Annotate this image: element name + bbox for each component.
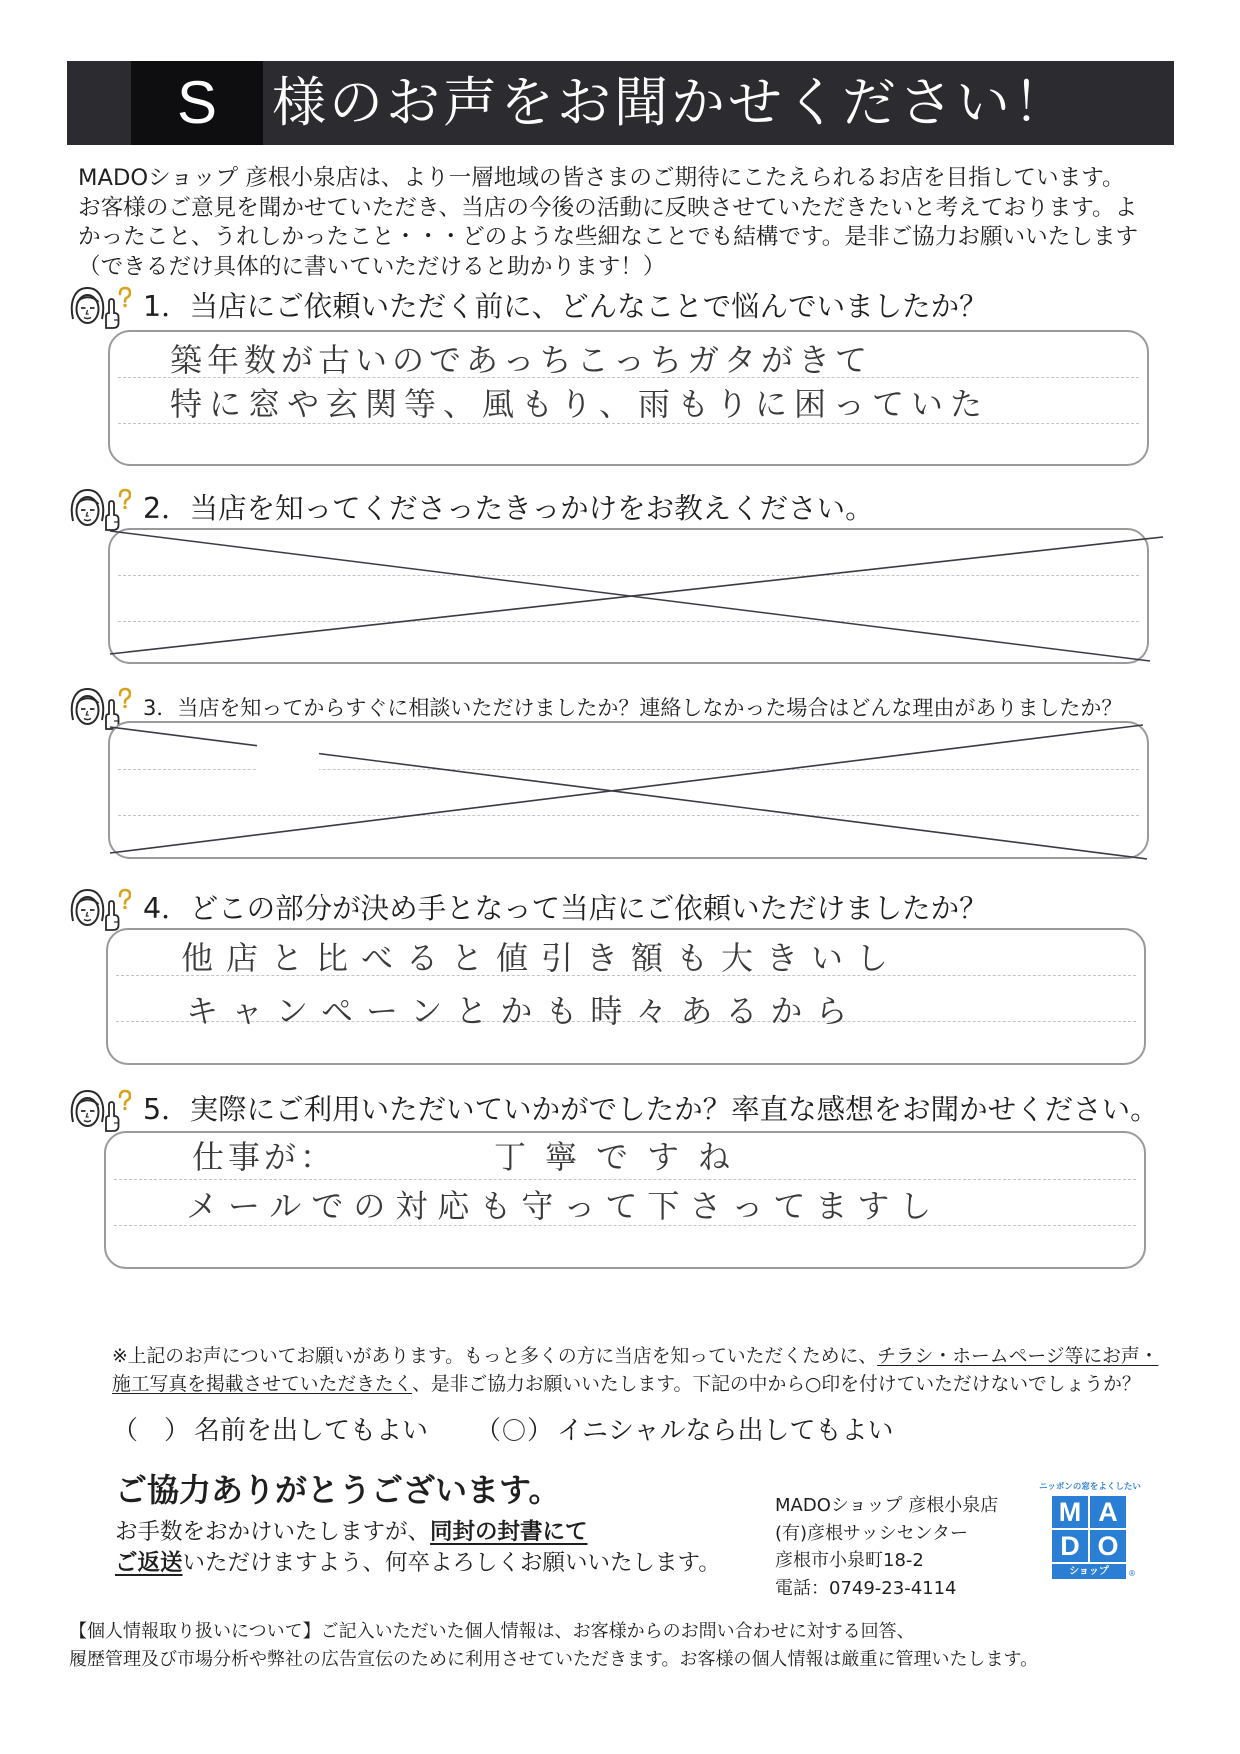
thanks-emphasis: 同封の封書にて xyxy=(430,1519,588,1545)
answer-rule xyxy=(114,1179,1136,1180)
privacy-footer xyxy=(69,1618,1209,1674)
consent-note-line xyxy=(112,1343,1212,1371)
intro-line: かったこと、うれしかったこと・・・どのような些細なことでも結構です。是非ご協力お願いいたします xyxy=(78,224,1139,251)
logo-shop-band: ショップ xyxy=(1052,1564,1126,1579)
option-bracket-close: ） xyxy=(164,1416,191,1446)
question-3-label: 3．当店を知ってからすぐに相談いただけましたか？連絡しなかった場合はどんな理由がありましたか？ xyxy=(143,696,1123,720)
consent-note-text: ※上記のお声についてお願いがあります。もっと多くの方に当店を知っていただくために、 xyxy=(112,1346,878,1367)
logo-letter: D xyxy=(1052,1530,1088,1562)
option-bracket-open: （ xyxy=(112,1416,139,1446)
question-4-heading xyxy=(69,887,1199,931)
question-2-answer-box xyxy=(108,528,1149,664)
shop-address: 彦根市小泉町18-2 xyxy=(775,1550,924,1571)
logo-registered-mark: ® xyxy=(1128,1569,1136,1578)
handwritten-answer-line: メールでの対応も守って下さってますし xyxy=(186,1187,942,1225)
intro-line: MADOショップ 彦根小泉店は、より一層地域の皆さまのご期待にこたえられるお店を目指しています。 xyxy=(78,165,1125,191)
thanks-text: お手数をおかけいたしますが、 xyxy=(115,1519,431,1545)
question-3-answer-box xyxy=(108,721,1149,859)
option-circle-mark: 〇 xyxy=(502,1417,527,1445)
option-bracket-open: （ xyxy=(475,1416,502,1446)
question-4-answer-box xyxy=(106,928,1146,1065)
answer-rule xyxy=(118,575,1139,576)
question-2-heading xyxy=(69,487,1199,531)
thinking-woman-icon xyxy=(69,285,131,329)
handwritten-answer-line: 仕事が： xyxy=(192,1138,337,1176)
shop-phone: 電話：0749-23-4114 xyxy=(775,1577,957,1599)
page-title: 様のお声をお聞かせください！ xyxy=(272,71,1070,134)
question-1-label: 1．当店にご依頼いただく前に、どんなことで悩んでいましたか？ xyxy=(143,290,988,323)
question-5-answer-box xyxy=(104,1131,1146,1269)
shop-name: MADOショップ 彦根小泉店 xyxy=(775,1495,999,1516)
footer-line: 履歴管理及び市場分析や弊社の広告宣伝のために利用させていただきます。お客様の個人情報は厳重に管理いたします。 xyxy=(69,1649,1039,1670)
thanks-emphasis: ご返送 xyxy=(115,1550,183,1576)
option-bracket-close: ） xyxy=(527,1416,554,1446)
thanks-text: いただけますよう、何卒よろしくお願いいたします。 xyxy=(182,1550,721,1576)
logo-tagline: ニッポンの窓をよくしたい xyxy=(1039,1482,1141,1492)
answer-rule xyxy=(118,769,1139,770)
logo-letter: M xyxy=(1052,1496,1088,1528)
handwritten-answer-line: 他店と比べると値引き額も大きいし xyxy=(181,939,902,977)
shop-company: (有)彦根サッシセンター xyxy=(775,1522,968,1544)
consent-note-line xyxy=(112,1371,1212,1399)
question-2-label: 2．当店を知ってくださったきっかけをお教えください。 xyxy=(143,492,874,525)
answer-rule xyxy=(118,815,1139,816)
intro-line: （できるだけ具体的に書いていただけると助かります！） xyxy=(78,254,666,281)
consent-note-text: 、是非ご協力お願いいたします。下記の中から○印を付けていただけないでしょうか？ xyxy=(412,1374,1141,1395)
logo-letter-grid xyxy=(1052,1496,1126,1562)
logo-letter: O xyxy=(1090,1530,1126,1562)
question-5-heading xyxy=(69,1088,1199,1132)
handwritten-answer-line: 丁寧ですね xyxy=(494,1138,750,1176)
shop-info xyxy=(775,1492,998,1602)
consent-option-name xyxy=(112,1414,428,1448)
mado-shop-logo xyxy=(1036,1481,1144,1587)
thinking-woman-icon xyxy=(69,1088,131,1132)
handwritten-answer-line: キャンペーンとかも時々あるから xyxy=(186,992,861,1030)
header-bar xyxy=(67,61,1174,145)
handwritten-answer-line: 特に窓や玄関等、風もり、雨もりに困っていた xyxy=(170,385,990,423)
thanks-heading: ご協力ありがとうございます。 xyxy=(115,1471,561,1509)
question-4-label: 4．どこの部分が決め手となって当店にご依頼いただけましたか？ xyxy=(143,892,988,925)
question-1-answer-box xyxy=(108,330,1149,466)
consent-note-underlined-text: チラシ・ホームページ等にお声・ xyxy=(877,1346,1159,1367)
thinking-woman-icon xyxy=(69,487,131,531)
consent-option-initials xyxy=(475,1414,893,1448)
logo-letter: A xyxy=(1090,1496,1126,1528)
handwritten-answer-line: 築年数が古いのであっちこっちガタがきて xyxy=(170,341,873,379)
option-label: 名前を出してもよい xyxy=(194,1416,429,1446)
thinking-woman-icon xyxy=(69,887,131,931)
thanks-line xyxy=(115,1548,721,1579)
thanks-line xyxy=(115,1517,721,1548)
intro-paragraph xyxy=(78,164,1188,283)
consent-note xyxy=(112,1343,1212,1399)
footer-line: 【個人情報取り扱いについて】ご記入いただいた個人情報は、お客様からのお問い合わせに対する回答、 xyxy=(69,1621,915,1642)
customer-initial: S xyxy=(131,61,263,145)
answer-rule xyxy=(118,621,1139,622)
consent-note-underlined-text: 施工写真を掲載させていただきたく xyxy=(112,1374,413,1395)
thanks-body xyxy=(115,1517,721,1579)
question-1-heading xyxy=(69,285,1199,329)
intro-line: お客様のご意見を聞かせていただき、当店の今後の活動に反映させていただきたいと考えております。よ xyxy=(78,194,1138,221)
option-label: イニシャルなら出してもよい xyxy=(557,1416,894,1446)
question-5-label: 5．実際にご利用いただいていかがでしたか？率直な感想をお聞かせください。 xyxy=(143,1093,1159,1126)
